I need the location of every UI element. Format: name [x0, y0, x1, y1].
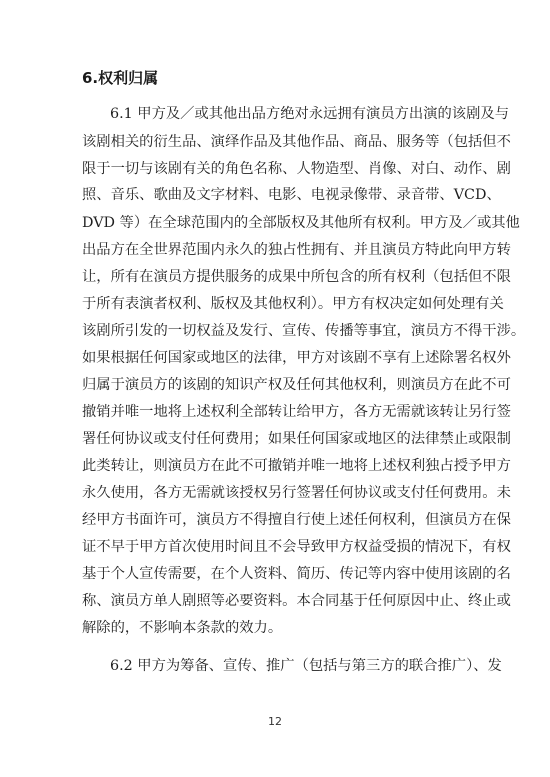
paragraph-line: 于所有表演者权利、版权及其他权利）。甲方有权决定如何处理有关: [82, 296, 504, 312]
paragraph-line: 让，所有在演员方提供服务的成果中所包含的所有权利（包括但不限: [82, 269, 511, 285]
paragraph-line: 基于个人宣传需要，在个人资料、简历、传记等内容中使用该剧的名: [82, 566, 511, 582]
paragraph-line: 经甲方书面许可，演员方不得擅自行使上述任何权利，但演员方在保: [82, 512, 511, 528]
paragraph-line: 此类转让，则演员方在此不可撤销并唯一地将上述权利独占授予甲方: [82, 458, 511, 474]
paragraph-line: 解除的，不影响本条款的效力。: [82, 620, 283, 636]
section-heading: 6.权利归属: [82, 69, 159, 87]
page-number: 12: [268, 715, 282, 728]
paragraph-line: 归属于演员方的该剧的知识产权及任何其他权利，则演员方在此不可: [82, 377, 511, 393]
paragraph-line: 6.2 甲方为筹备、宣传、推广（包括与第三方的联合推广）、发: [110, 658, 502, 674]
paragraph-line: 撤销并唯一地将上述权利全部转让给甲方，各方无需就该转让另行签: [82, 404, 511, 420]
paragraph-line: 6.1 甲方及／或其他出品方绝对永远拥有演员方出演的该剧及与: [110, 106, 509, 122]
paragraph-line: 该剧所引发的一切权益及发行、宣传、传播等事宜，演员方不得干涉。: [82, 323, 526, 339]
paragraph-line: 证不早于甲方首次使用时间且不会导致甲方权益受损的情况下，有权: [82, 539, 511, 555]
paragraph-line: 署任何协议或支付任何费用；如果任何国家或地区的法律禁止或限制: [82, 431, 511, 447]
paragraph-line: 称、演员方单人剧照等必要资料。本合同基于任何原因中止、终止或: [82, 593, 511, 609]
paragraph-line: 限于一切与该剧有关的角色名称、人物造型、肖像、对白、动作、剧: [82, 161, 511, 177]
paragraph-line: 出品方在全世界范围内永久的独占性拥有、并且演员方特此向甲方转: [82, 242, 511, 258]
paragraph-line: 如果根据任何国家或地区的法律，甲方对该剧不享有上述除署名权外: [82, 350, 511, 366]
paragraph-line: 照、音乐、歌曲及文字材料、电影、电视录像带、录音带、VCD、: [82, 187, 501, 203]
paragraph-line: 该剧相关的衍生品、演绎作品及其他作品、商品、服务等（包括但不: [82, 134, 511, 150]
paragraph-line: DVD 等）在全球范围内的全部版权及其他所有权利。甲方及／或其他: [82, 215, 520, 231]
paragraph-line: 永久使用，各方无需就该授权另行签署任何协议或支付任何费用。未: [82, 485, 511, 501]
